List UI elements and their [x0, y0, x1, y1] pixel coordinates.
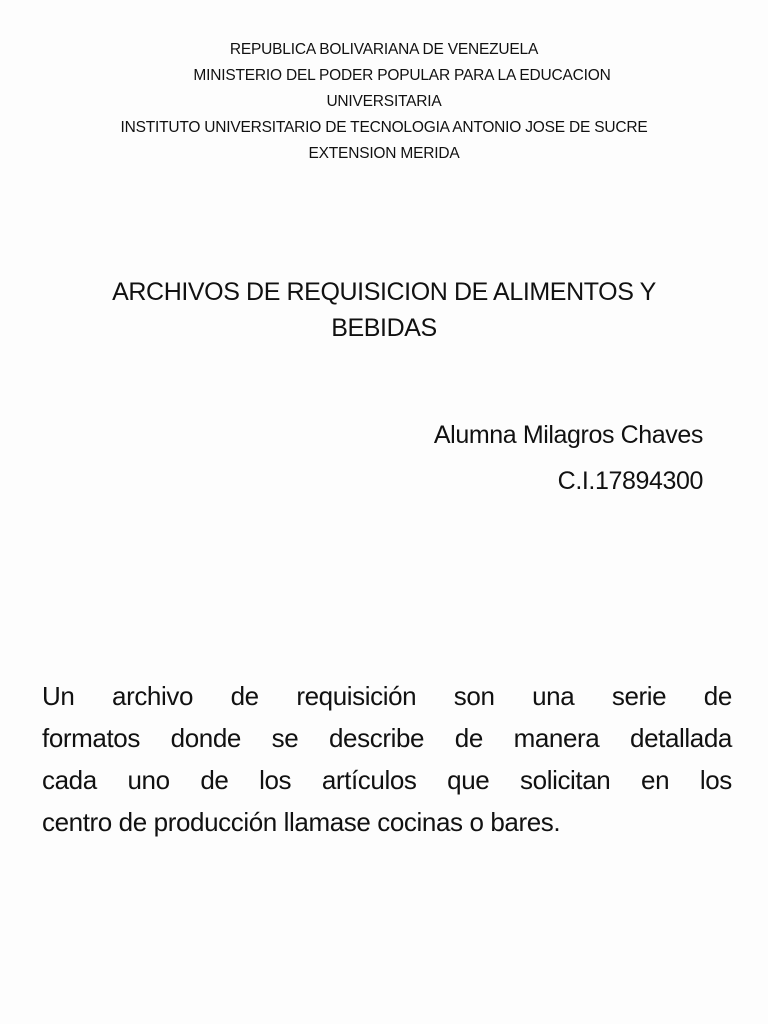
- header-line-country: REPUBLICA BOLIVARIANA DE VENEZUELA: [229, 41, 539, 58]
- word: de: [454, 723, 483, 753]
- word: de: [200, 765, 229, 795]
- word: una: [532, 681, 575, 711]
- word: archivo: [112, 681, 194, 711]
- word: solicitan: [520, 765, 611, 795]
- paragraph-line-2: [42, 717, 732, 759]
- word: de: [230, 681, 259, 711]
- title-line-2: BEBIDAS: [331, 314, 437, 342]
- author-id: C.I.17894300: [557, 467, 703, 495]
- word: de: [703, 681, 732, 711]
- author-info: [434, 412, 703, 504]
- title-line-1: ARCHIVOS DE REQUISICION DE ALIMENTOS Y: [112, 278, 656, 306]
- definition-paragraph: [42, 675, 732, 843]
- word: los: [699, 765, 732, 795]
- word: que: [447, 765, 490, 795]
- word: uno: [127, 765, 170, 795]
- word: se: [271, 723, 299, 753]
- word: detallada: [630, 723, 732, 753]
- header-line-institute: INSTITUTO UNIVERSITARIO DE TECNOLOGIA ANTONIO JOSE DE SUCRE: [120, 119, 648, 136]
- header-line-extension: EXTENSION MERIDA: [308, 145, 460, 162]
- word: cada: [42, 765, 97, 795]
- word: donde: [170, 723, 241, 753]
- word: manera: [513, 723, 600, 753]
- word: los: [259, 765, 292, 795]
- header-line-ministry: MINISTERIO DEL PODER POPULAR PARA LA EDUCACION: [193, 67, 611, 84]
- paragraph-line-3: [42, 759, 732, 801]
- word: artículos: [321, 765, 417, 795]
- paragraph-line-4: centro de producción llamase cocinas o bares.: [42, 807, 561, 837]
- word: Un: [42, 681, 75, 711]
- word: son: [453, 681, 495, 711]
- header-line-ministry-cont: UNIVERSITARIA: [326, 93, 442, 110]
- word: requisición: [296, 681, 417, 711]
- author-name: Alumna Milagros Chaves: [433, 421, 703, 449]
- word: describe: [329, 723, 425, 753]
- paragraph-line-1: [42, 675, 732, 717]
- word: formatos: [42, 723, 140, 753]
- document-title: [40, 274, 728, 346]
- institution-header: [0, 37, 768, 167]
- word: serie: [611, 681, 667, 711]
- word: en: [641, 765, 670, 795]
